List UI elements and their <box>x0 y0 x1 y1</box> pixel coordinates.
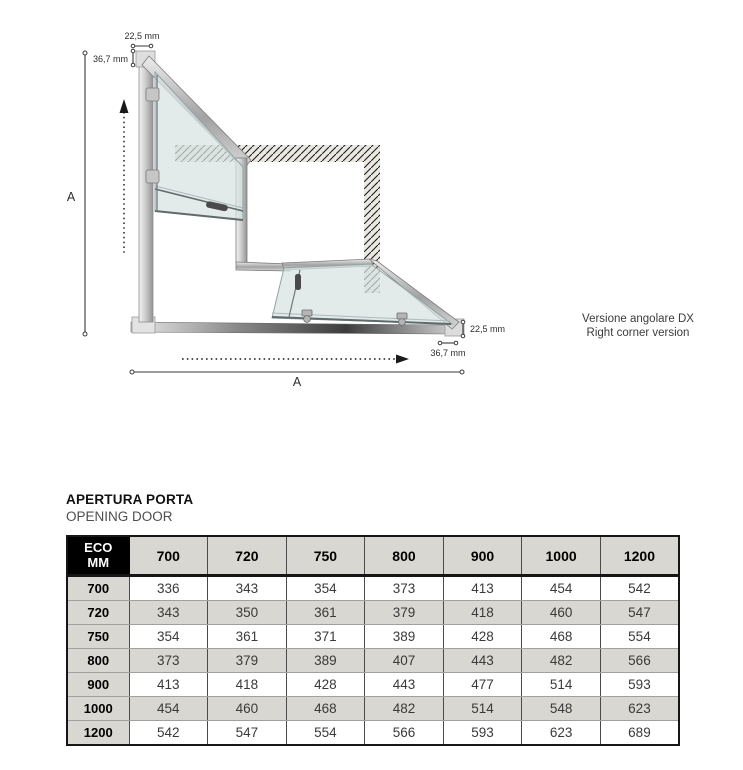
column-header: 1200 <box>600 536 679 576</box>
table-corner-header <box>67 536 129 576</box>
cell-value: 343 <box>208 576 287 601</box>
cell-value: 554 <box>286 721 365 746</box>
table-body <box>67 576 679 746</box>
row-header: 800 <box>67 649 129 673</box>
cell-value: 373 <box>129 649 208 673</box>
cell-value: 336 <box>129 576 208 601</box>
row-header: 1200 <box>67 721 129 746</box>
table-header-row <box>67 536 679 576</box>
cell-value: 542 <box>129 721 208 746</box>
dim-label-top-width: 22,5 mm <box>124 31 160 41</box>
cell-value: 542 <box>600 576 679 601</box>
cell-value: 361 <box>208 625 287 649</box>
dim-label-right-height: 22,5 mm <box>470 324 506 334</box>
cell-value: 443 <box>443 649 522 673</box>
cell-value: 389 <box>365 625 444 649</box>
dim-label-side-total: A <box>66 190 76 204</box>
dim-label-bottom-total: A <box>292 375 302 389</box>
cell-value: 343 <box>129 601 208 625</box>
row-header: 900 <box>67 673 129 697</box>
cell-value: 407 <box>365 649 444 673</box>
table-row <box>67 601 679 625</box>
cell-value: 482 <box>365 697 444 721</box>
cell-value: 454 <box>522 576 601 601</box>
cell-value: 413 <box>443 576 522 601</box>
cell-value: 361 <box>286 601 365 625</box>
cell-value: 514 <box>522 673 601 697</box>
table-row <box>67 721 679 746</box>
lower-glass-panel <box>272 264 452 325</box>
cell-value: 623 <box>600 697 679 721</box>
cell-value: 418 <box>208 673 287 697</box>
cell-value: 566 <box>365 721 444 746</box>
cell-value: 379 <box>208 649 287 673</box>
table-row <box>67 576 679 601</box>
cell-value: 379 <box>365 601 444 625</box>
cell-value: 371 <box>286 625 365 649</box>
cell-value: 482 <box>522 649 601 673</box>
table-row <box>67 673 679 697</box>
cell-value: 554 <box>600 625 679 649</box>
cell-value: 389 <box>286 649 365 673</box>
opening-door-section <box>66 492 680 746</box>
cell-value: 477 <box>443 673 522 697</box>
dim-label-top-depth: 36,7 mm <box>92 54 128 64</box>
column-header: 800 <box>365 536 444 576</box>
cell-value: 350 <box>208 601 287 625</box>
cell-value: 689 <box>600 721 679 746</box>
row-header: 750 <box>67 625 129 649</box>
door-handle-lower <box>295 274 301 290</box>
cell-value: 428 <box>286 673 365 697</box>
row-header: 1000 <box>67 697 129 721</box>
table-row <box>67 625 679 649</box>
row-header: 720 <box>67 601 129 625</box>
section-title: APERTURA PORTA <box>66 492 194 507</box>
cell-value: 623 <box>522 721 601 746</box>
column-header: 1000 <box>522 536 601 576</box>
table-row <box>67 649 679 673</box>
cell-value: 354 <box>129 625 208 649</box>
version-caption-line2: Right corner version <box>586 327 690 339</box>
cell-value: 514 <box>443 697 522 721</box>
cell-value: 413 <box>129 673 208 697</box>
cell-value: 547 <box>600 601 679 625</box>
cell-value: 428 <box>443 625 522 649</box>
cell-value: 566 <box>600 649 679 673</box>
row-header: 700 <box>67 576 129 601</box>
cell-value: 468 <box>286 697 365 721</box>
cell-value: 593 <box>443 721 522 746</box>
section-subtitle: OPENING DOOR <box>66 509 173 524</box>
column-header: 700 <box>129 536 208 576</box>
opening-door-table <box>66 535 680 746</box>
cell-value: 460 <box>208 697 287 721</box>
cell-value: 418 <box>443 601 522 625</box>
cell-value: 373 <box>365 576 444 601</box>
column-header: 750 <box>286 536 365 576</box>
hinge-bracket-top <box>146 88 159 101</box>
corner-label-line2: MM <box>87 554 110 570</box>
cell-value: 443 <box>365 673 444 697</box>
cell-value: 548 <box>522 697 601 721</box>
dim-label-right-depth: 36,7 mm <box>430 348 466 358</box>
column-header: 900 <box>443 536 522 576</box>
cell-value: 593 <box>600 673 679 697</box>
table-row <box>67 697 679 721</box>
cell-value: 468 <box>522 625 601 649</box>
cell-value: 460 <box>522 601 601 625</box>
cell-value: 454 <box>129 697 208 721</box>
cell-value: 354 <box>286 576 365 601</box>
hinge-bracket-bottom <box>146 170 159 183</box>
corner-label-line1: ECO <box>84 540 113 556</box>
column-header: 720 <box>208 536 287 576</box>
version-caption-line1: Versione angolare DX <box>582 313 694 325</box>
cell-value: 547 <box>208 721 287 746</box>
